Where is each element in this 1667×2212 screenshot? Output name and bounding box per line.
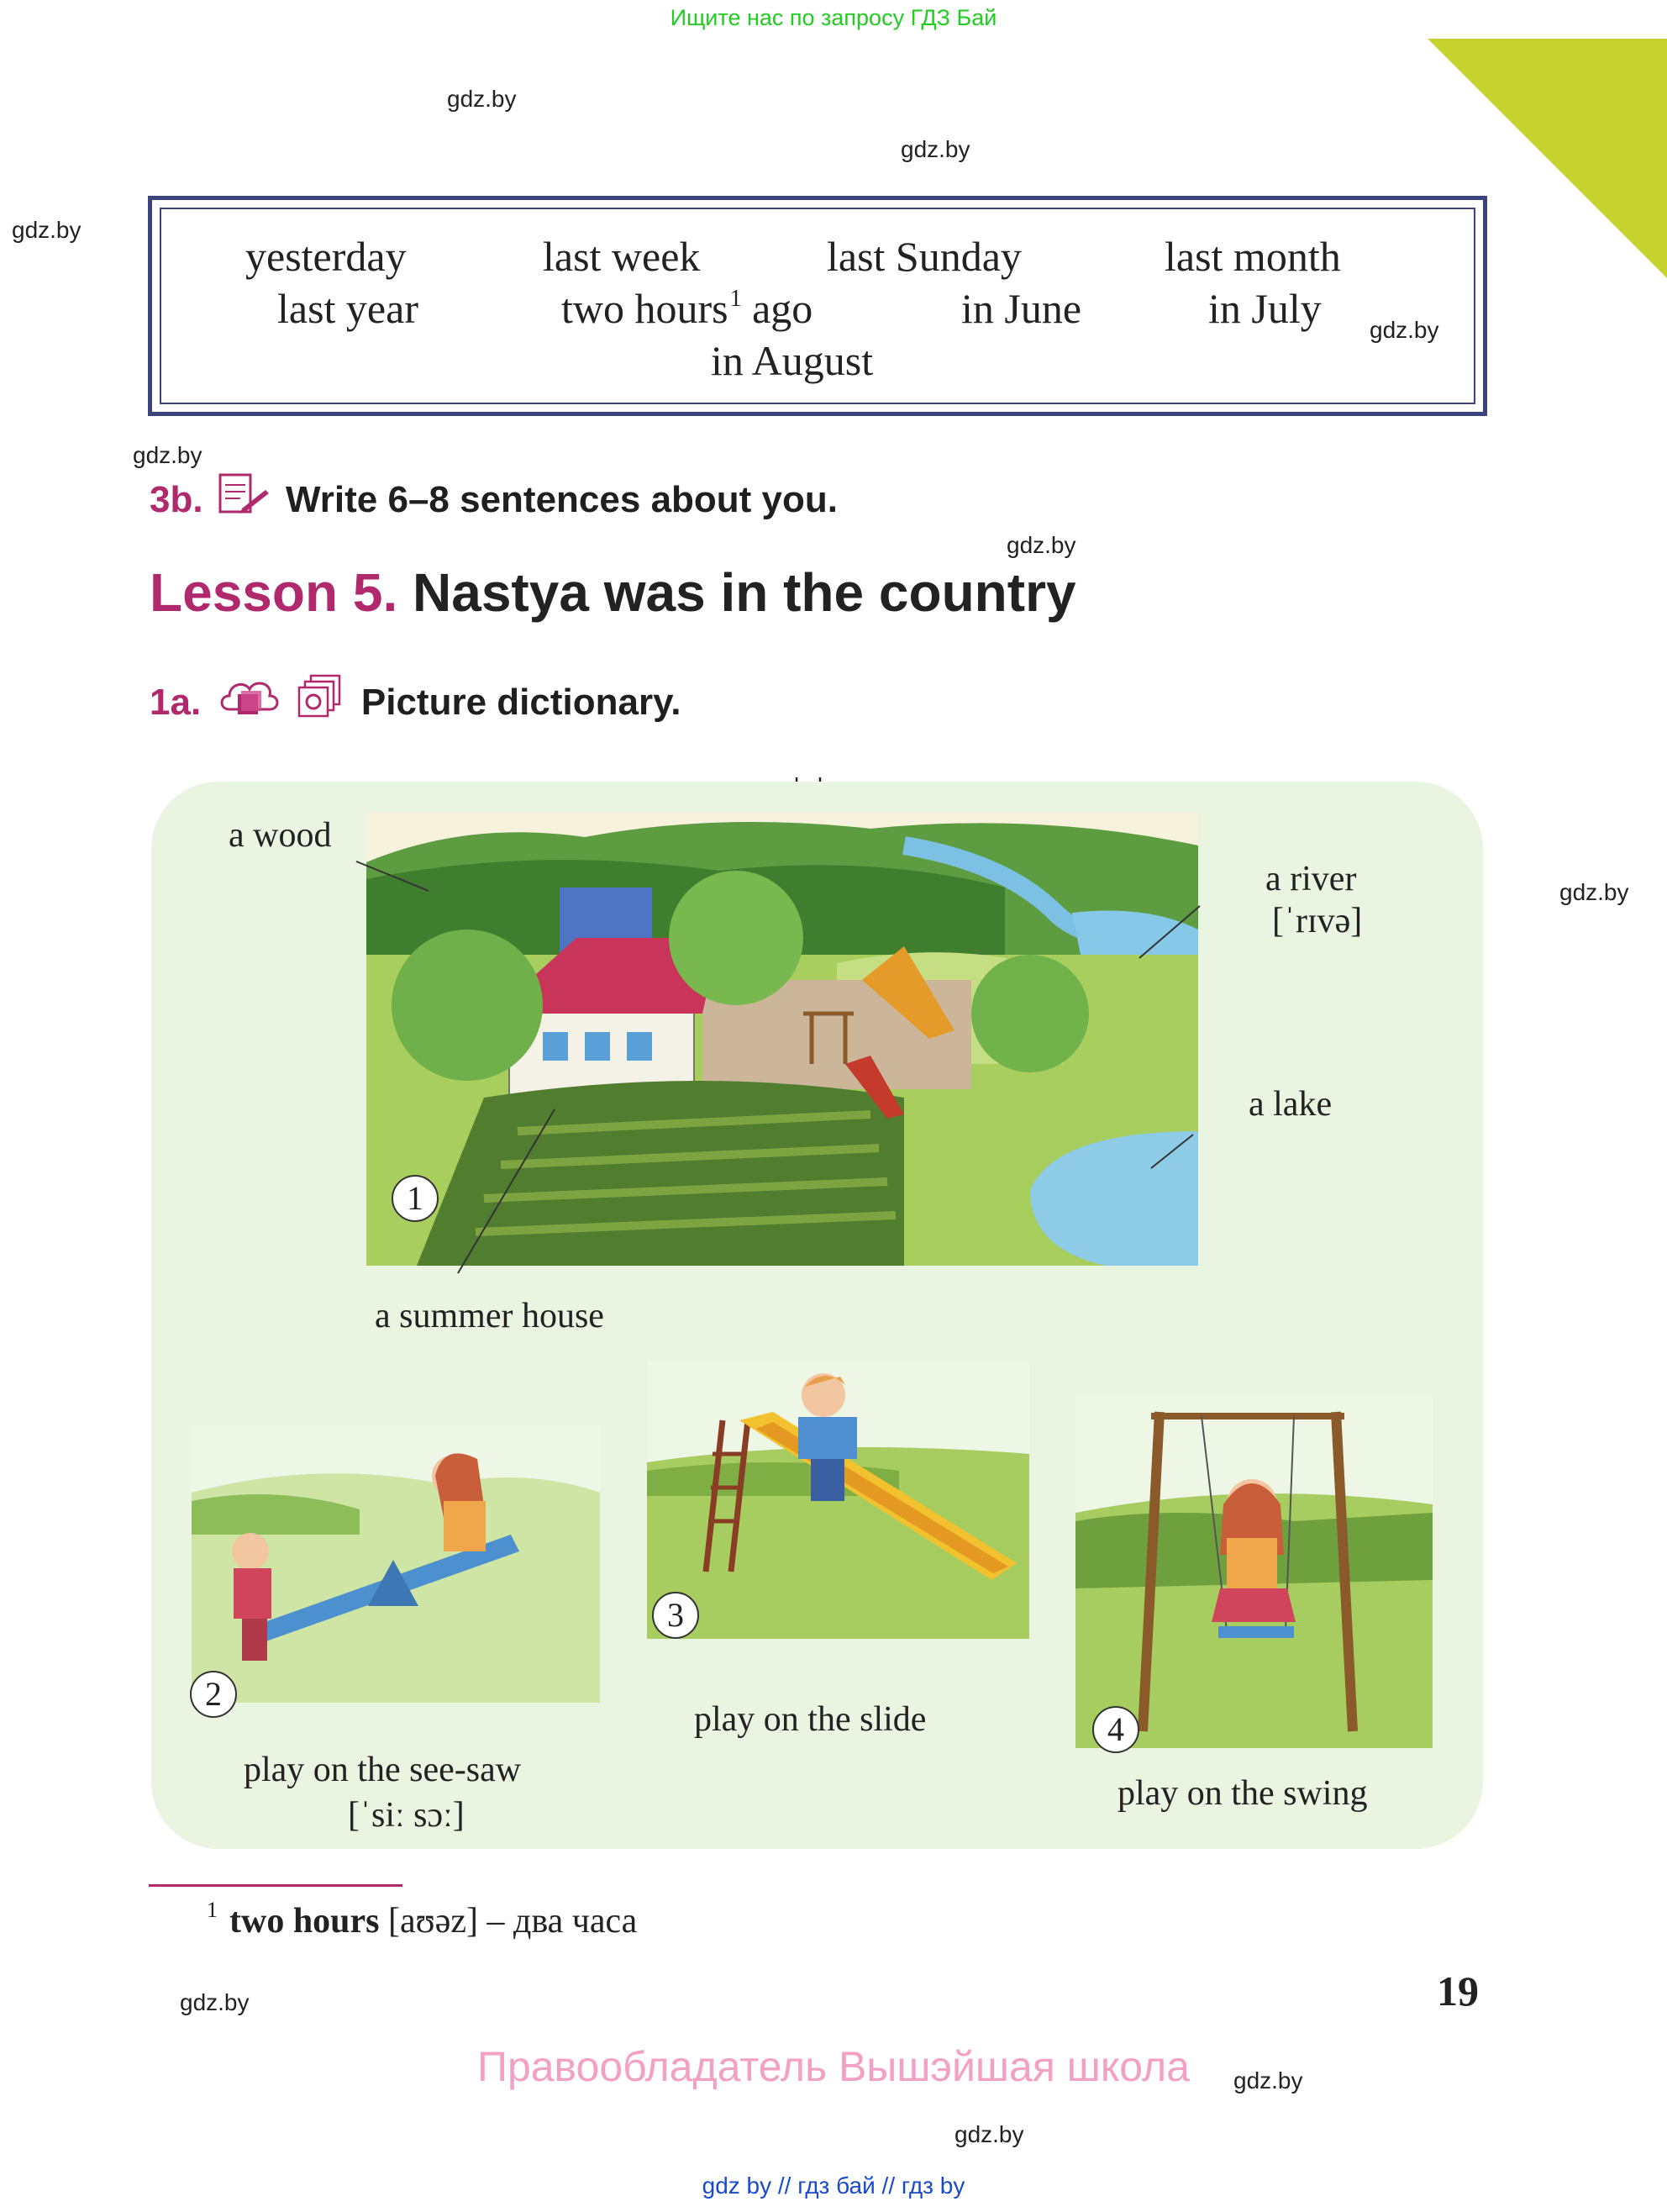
top-banner[interactable]: Ищите нас по запросу ГДЗ Бай bbox=[670, 5, 997, 30]
label-river-ipa: [ˈrɪvə] bbox=[1272, 902, 1363, 940]
footnote bbox=[207, 1898, 637, 1941]
footnote-ref[interactable]: 1 bbox=[729, 286, 742, 312]
time-word: yesterday bbox=[245, 233, 407, 280]
number-circle: 2 bbox=[190, 1671, 237, 1718]
watermark: gdz.by bbox=[954, 2121, 1024, 2147]
task-number: 3b. bbox=[150, 479, 203, 520]
time-word: in August bbox=[711, 337, 874, 384]
watermark: gdz.by bbox=[901, 136, 970, 162]
time-word: last month bbox=[1165, 233, 1341, 280]
watermark: gdz.by bbox=[1559, 879, 1629, 905]
label-swing: play on the swing bbox=[1117, 1774, 1368, 1813]
number-circle: 3 bbox=[652, 1592, 699, 1639]
slide-picture bbox=[647, 1361, 1029, 1639]
task-number: 1a. bbox=[150, 682, 202, 723]
label-summer-house: a summer house bbox=[375, 1297, 604, 1335]
time-word: last year bbox=[277, 285, 418, 332]
label-seesaw: play on the see-saw bbox=[244, 1751, 522, 1789]
footnote-mark: 1 bbox=[207, 1898, 218, 1922]
page-number: 19 bbox=[1437, 1967, 1479, 2014]
number-circle: 1 bbox=[392, 1175, 439, 1222]
watermark: gdz.by bbox=[12, 217, 82, 243]
watermark: gdz.by bbox=[1370, 317, 1439, 343]
watermark: gdz.by bbox=[133, 442, 202, 468]
footnote-divider bbox=[149, 1884, 402, 1887]
watermark: gdz.by bbox=[1007, 532, 1076, 558]
label-seesaw-ipa: [ˈsiː sɔː] bbox=[348, 1796, 465, 1835]
time-word: last Sunday bbox=[827, 233, 1022, 280]
lesson-number: Lesson 5. bbox=[150, 562, 398, 623]
swing-picture bbox=[1075, 1395, 1433, 1748]
label-slide: play on the slide bbox=[694, 1700, 927, 1739]
time-word-part: ago bbox=[741, 285, 813, 332]
time-word: last week bbox=[543, 233, 701, 280]
label-river: a river bbox=[1265, 860, 1357, 898]
lesson-name: Nastya was in the country bbox=[413, 562, 1076, 623]
time-word: in June bbox=[961, 285, 1082, 332]
footnote-text: [aʊəz] – два часа bbox=[379, 1902, 638, 1941]
watermark: gdz.by bbox=[180, 1989, 250, 2015]
copyright-owner: Правообладатель Вышэйшая школа bbox=[477, 2043, 1190, 2090]
watermark: gdz.by bbox=[447, 86, 517, 112]
label-lake: a lake bbox=[1249, 1085, 1333, 1124]
label-wood: a wood bbox=[229, 816, 332, 855]
footnote-term: two hours bbox=[229, 1902, 380, 1941]
bottom-links[interactable]: gdz by // гдз бай // гдз by bbox=[702, 2172, 965, 2199]
number-circle: 4 bbox=[1092, 1706, 1139, 1753]
watermark: gdz.by bbox=[1233, 2067, 1303, 2094]
seesaw-picture bbox=[192, 1425, 600, 1703]
time-word-part: two hours bbox=[561, 285, 728, 332]
task-text: Picture dictionary. bbox=[360, 682, 681, 723]
time-word: in July bbox=[1208, 285, 1322, 332]
task-text: Write 6–8 sentences about you. bbox=[286, 479, 838, 520]
